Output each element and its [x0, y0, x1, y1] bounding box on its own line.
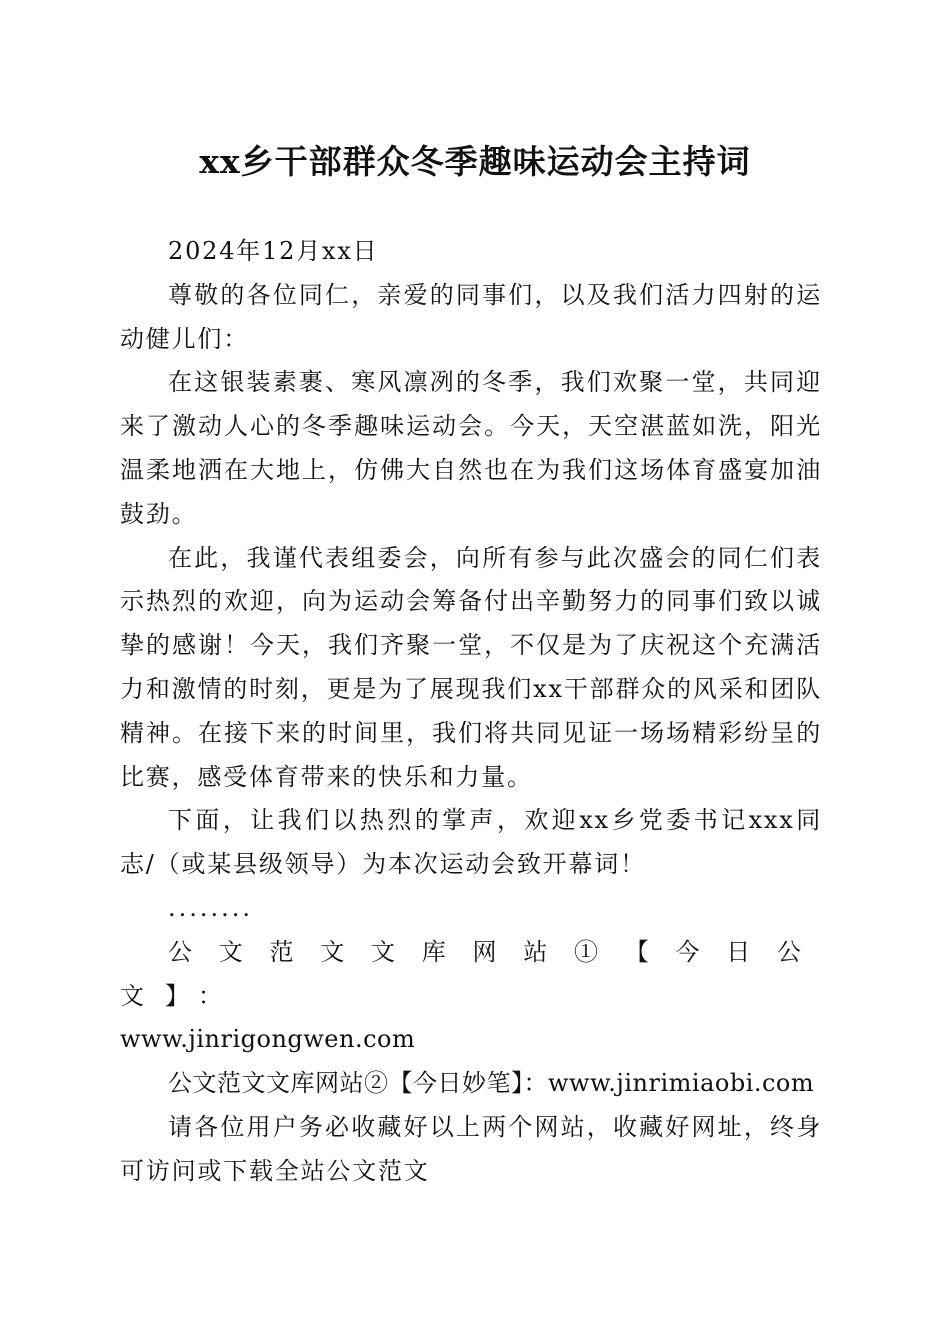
date-line: 2024年12月xx日 — [168, 237, 379, 265]
greeting-paragraph: 尊敬的各位同仁，亲爱的同事们，以及我们活力四射的运动健儿们： — [120, 280, 822, 353]
site1-label: 公文范文文库网站①【今日公文】： — [120, 937, 822, 1010]
site2-line: 公文范文文库网站②【今日妙笔】：www.jinrimiaobi.com — [168, 1069, 815, 1098]
document-title: xx乡干部群众冬季趣味运动会主持词 — [199, 142, 751, 181]
introduction-paragraph: 下面，让我们以热烈的掌声，欢迎xx乡党委书记xxx同志/（或某县级领导）为本次运动会致开幕词！ — [120, 806, 822, 879]
site1-url: www.jinrigongwen.com — [120, 1025, 416, 1054]
opening-paragraph: 在这银装素裹、寒风凛冽的冬季，我们欢聚一堂，共同迎来了激动人心的冬季趣味运动会。今天，天空湛蓝如洗，阳光温柔地洒在大地上，仿佛大自然也在为我们这场体育盛宴加油鼓劲。 — [120, 368, 822, 528]
welcome-paragraph: 在此，我谨代表组委会，向所有参与此次盛会的同仁们表示热烈的欢迎，向为运动会筹备付出辛勤努力的同事们致以诚挚的感谢！今天，我们齐聚一堂，不仅是为了庆祝这个充满活力和激情的时刻，更是为了展现我们xx干部群众的风采和团队精神。在接下来的时间里，我们将共同见证一场场精彩纷呈的比赛，感受体育带来的快乐和力量。 — [120, 543, 822, 791]
notice-paragraph: 请各位用户务必收藏好以上两个网站，收藏好网址，终身可访问或下载全站公文范文 — [120, 1112, 822, 1185]
document-body — [120, 230, 822, 1194]
ellipsis-line: ........ — [168, 893, 254, 922]
